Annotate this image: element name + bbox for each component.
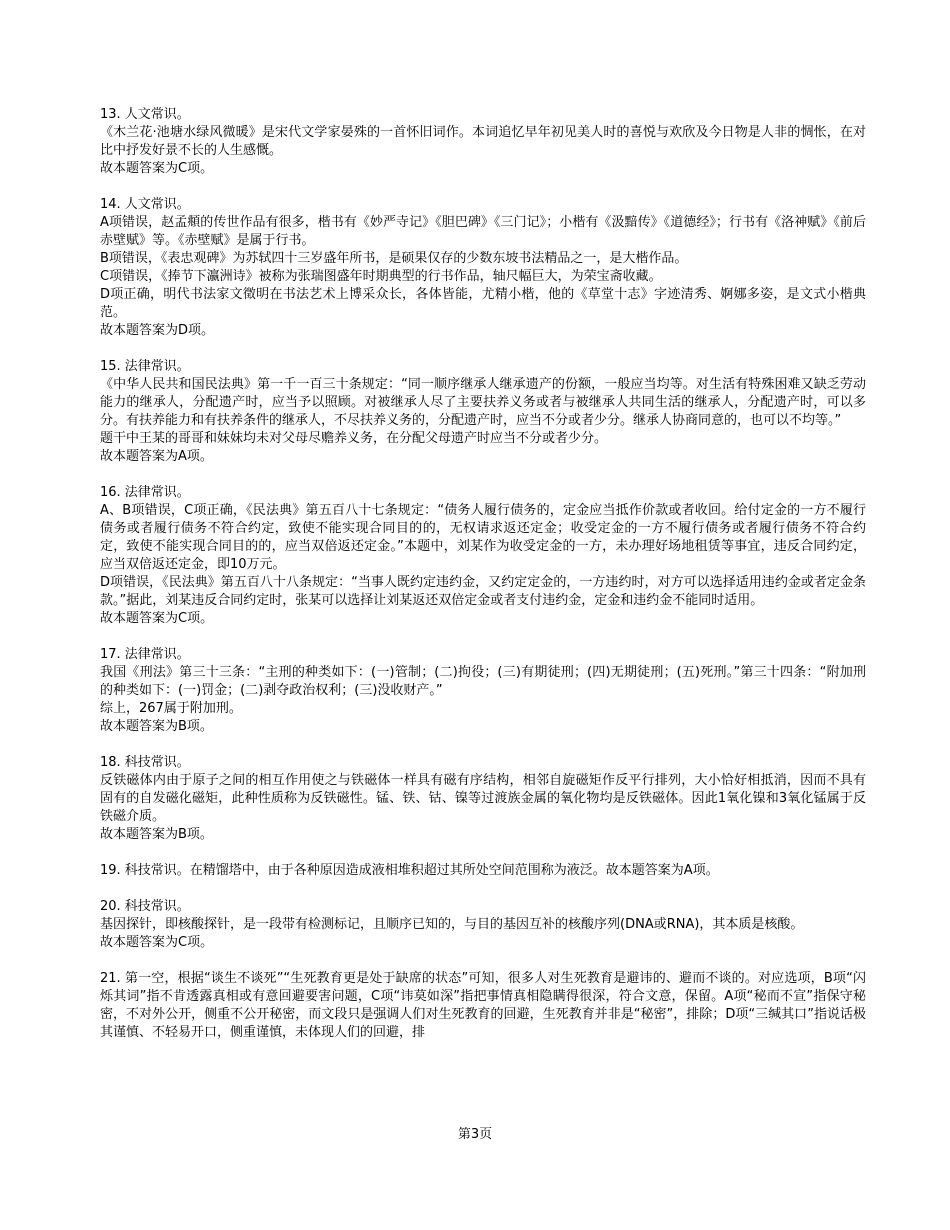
explanation-text: 故本题答案为C项。 (100, 161, 214, 176)
answer-explanations (100, 106, 866, 1060)
explanation-text: 综上，267属于附加刑。 (100, 701, 242, 716)
explanation-text: D项错误，《民法典》第五百八十八条规定：“当事人既约定违约金，又约定定金的，一方违约时，对方可以选择适用违约金或者定金条款。”据此，刘某违反合同约定时，张某可以选择让刘某返还双倍定金或者支付违约金，定金和违约金不能同时适用。 (100, 575, 866, 608)
explanation-heading: 13. 人文常识。 (100, 107, 190, 122)
explanation-text: C项错误，《捧节下瀛洲诗》被称为张瑞图盛年时期典型的行书作品，轴尺幅巨大，为荣宝斋收藏。 (100, 269, 662, 284)
explanation-heading: 21. 第一空，根据“谈生不谈死”“生死教育更是处于缺席的状态”可知，很多人对生死教育是避讳的、避而不谈的。对应选项，B项“闪烁其词”指不肯透露真相或有意回避要害问题，C项“讳莫如深”指把事情真相隐瞒得很深，符合文意，保留。A项“秘而不宣”指保守秘密，不对外公开，侧重不公开秘密，而文段只是强调人们对生死教育的回避，生死教育并非是“秘密”，排除；D项“三缄其口”指说话极其谨慎、不轻易开口，侧重谨慎，未体现人们的回避，排 (100, 971, 866, 1040)
explanation-heading: 14. 人文常识。 (100, 197, 190, 212)
question-explanation (100, 358, 866, 466)
explanation-text: 故本题答案为B项。 (100, 719, 213, 734)
explanation-text: 故本题答案为B项。 (100, 827, 213, 842)
explanation-heading: 15. 法律常识。 (100, 359, 190, 374)
explanation-text: 故本题答案为C项。 (100, 611, 214, 626)
question-explanation (100, 646, 866, 736)
question-explanation (100, 754, 866, 844)
explanation-heading: 19. 科技常识。在精馏塔中，由于各种原因造成液相堆积超过其所处空间范围称为液泛。故本题答案为A项。 (100, 863, 719, 878)
explanation-text: A、B项错误，C项正确，《民法典》第五百八十七条规定：“债务人履行债务的，定金应当抵作价款或者收回。给付定金的一方不履行债务或者履行债务不符合约定，致使不能实现合同目的的，无权请求返还定金；收受定金的一方不履行债务或者履行债务不符合约定，致使不能实现合同目的的，应当双倍返还定金。”本题中，刘某作为收受定金的一方，未办理好场地租赁等事宜，违反合同约定，应当双倍返还定金，即10万元。 (100, 503, 866, 572)
explanation-heading: 16. 法律常识。 (100, 485, 190, 500)
explanation-text: 题干中王某的哥哥和妹妹均未对父母尽赡养义务，在分配父母遗产时应当不分或者少分。 (100, 431, 608, 446)
page-number: 第3页 (457, 1127, 493, 1142)
question-explanation (100, 898, 866, 952)
explanation-heading: 20. 科技常识。 (100, 899, 190, 914)
explanation-text: 故本题答案为C项。 (100, 935, 214, 950)
question-explanation (100, 862, 866, 880)
explanation-text: 《中华人民共和国民法典》第一千一百三十条规定：“同一顺序继承人继承遗产的份额，一般应当均等。对生活有特殊困难又缺乏劳动能力的继承人，分配遗产时，应当予以照顾。对被继承人尽了主要扶养义务或者与被继承人共同生活的继承人，分配遗产时，可以多分。有扶养能力和有扶养条件的继承人，不尽扶养义务的，分配遗产时，应当不分或者少分。继承人协商同意的，也可以不均等。” (100, 377, 866, 428)
explanation-heading: 18. 科技常识。 (100, 755, 190, 770)
explanation-text: 《木兰花·池塘水绿风微暖》是宋代文学家晏殊的一首怀旧词作。本词追忆早年初见美人时的喜悦与欢欣及今日物是人非的惆怅，在对比中抒发好景不长的人生感慨。 (100, 125, 866, 158)
explanation-text: B项错误，《表忠观碑》为苏轼四十三岁盛年所书，是硕果仅存的少数东坡书法精品之一，是大楷作品。 (100, 251, 688, 266)
explanation-text: 故本题答案为D项。 (100, 323, 215, 338)
explanation-text: A项错误，赵孟頫的传世作品有很多，楷书有《妙严寺记》《胆巴碑》《三门记》；小楷有《汲黯传》《道德经》；行书有《洛神赋》《前后赤壁赋》等。《赤壁赋》是属于行书。 (100, 215, 866, 248)
explanation-text: D项正确，明代书法家文徵明在书法艺术上博采众长，各体皆能，尤精小楷，他的《草堂十志》字迹清秀、婀娜多姿，是文式小楷典范。 (100, 287, 866, 320)
explanation-heading: 17. 法律常识。 (100, 647, 190, 662)
question-explanation (100, 484, 866, 628)
question-explanation (100, 970, 866, 1042)
explanation-text: 反铁磁体内由于原子之间的相互作用使之与铁磁体一样具有磁有序结构，相邻自旋磁矩作反平行排列，大小恰好相抵消，因而不具有固有的自发磁化磁矩，此种性质称为反铁磁性。锰、铁、钴、镍等过渡族金属的氧化物均是反铁磁体。因此1氧化镍和3氧化锰属于反铁磁介质。 (100, 773, 866, 824)
question-explanation (100, 196, 866, 340)
explanation-text: 故本题答案为A项。 (100, 449, 213, 464)
explanation-text: 我国《刑法》第三十三条：“主刑的种类如下：(一)管制；(二)拘役；(三)有期徒刑；(四)无期徒刑；(五)死刑。”第三十四条：“附加刑的种类如下：(一)罚金；(二)剥夺政治权利；(三)没收财产。” (100, 665, 866, 698)
explanation-text: 基因探针，即核酸探针，是一段带有检测标记，且顺序已知的，与目的基因互补的核酸序列(DNA或RNA)，其本质是核酸。 (100, 917, 804, 932)
question-explanation (100, 106, 866, 178)
